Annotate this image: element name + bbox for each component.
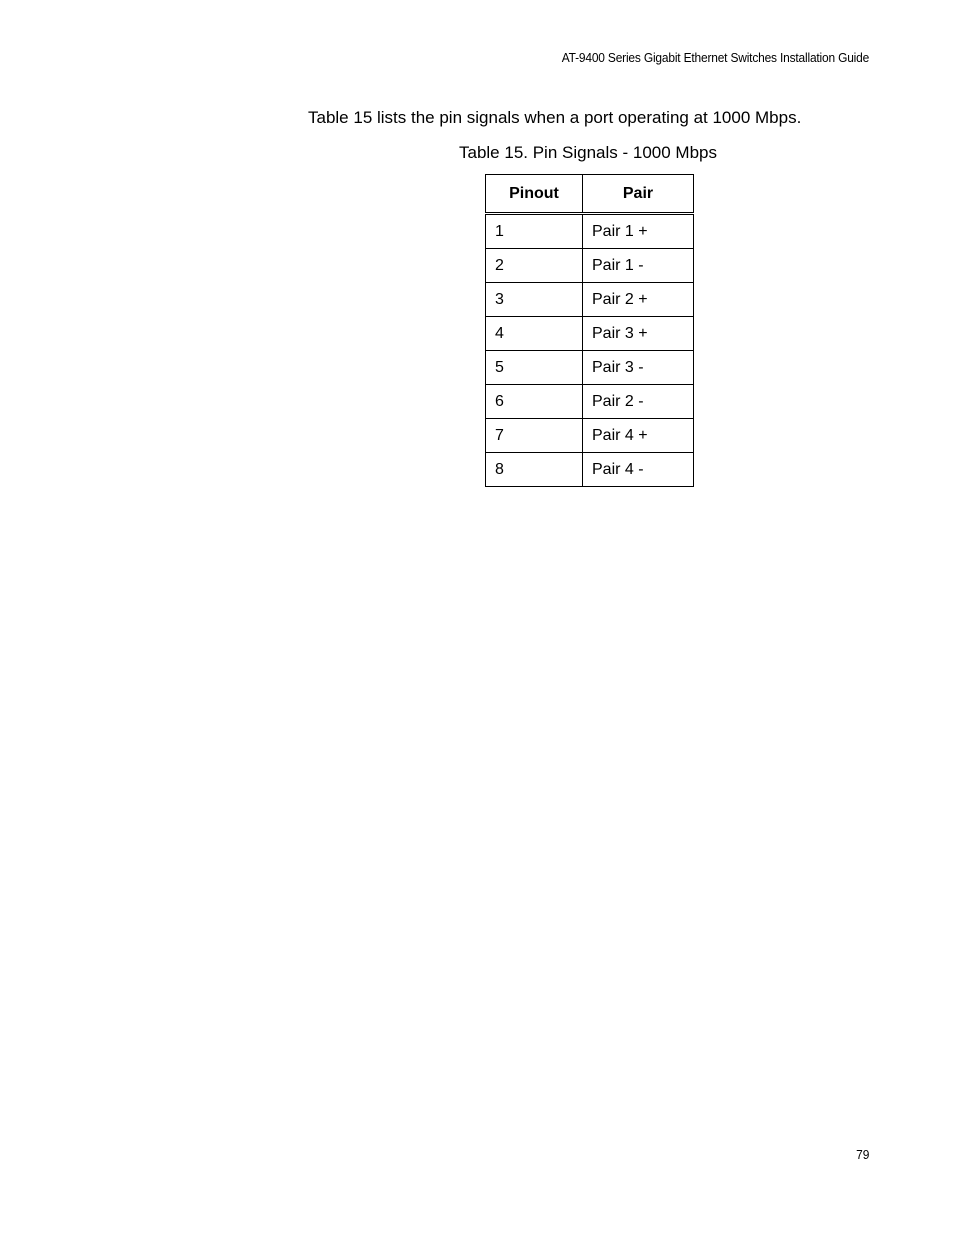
table-row xyxy=(486,351,694,385)
table-row xyxy=(486,214,694,249)
column-header-pinout: Pinout xyxy=(486,175,583,214)
pair-cell: Pair 4 + xyxy=(583,419,694,453)
pinout-cell: 6 xyxy=(486,385,583,419)
table-row xyxy=(486,419,694,453)
pair-cell: Pair 3 - xyxy=(583,351,694,385)
pair-cell: Pair 2 + xyxy=(583,283,694,317)
table-caption: Table 15. Pin Signals - 1000 Mbps xyxy=(459,143,717,162)
pinout-cell: 4 xyxy=(486,317,583,351)
pair-cell: Pair 2 - xyxy=(583,385,694,419)
pin-signals-table xyxy=(485,174,694,487)
pair-cell: Pair 1 + xyxy=(583,214,694,249)
table-row xyxy=(486,385,694,419)
column-header-pair: Pair xyxy=(583,175,694,214)
intro-paragraph: Table 15 lists the pin signals when a port operating at 1000 Mbps. xyxy=(308,108,802,127)
table-row xyxy=(486,249,694,283)
page-number: 79 xyxy=(855,1147,869,1162)
table-row xyxy=(486,283,694,317)
table-row xyxy=(486,317,694,351)
table-row xyxy=(486,453,694,487)
pair-cell: Pair 4 - xyxy=(583,453,694,487)
running-header: AT-9400 Series Gigabit Ethernet Switches Installation Guide xyxy=(561,50,869,65)
table-header-row xyxy=(486,175,694,214)
pinout-cell: 1 xyxy=(486,214,583,249)
pinout-cell: 8 xyxy=(486,453,583,487)
pinout-cell: 2 xyxy=(486,249,583,283)
pair-cell: Pair 3 + xyxy=(583,317,694,351)
pinout-cell: 3 xyxy=(486,283,583,317)
pinout-cell: 7 xyxy=(486,419,583,453)
pinout-cell: 5 xyxy=(486,351,583,385)
pair-cell: Pair 1 - xyxy=(583,249,694,283)
